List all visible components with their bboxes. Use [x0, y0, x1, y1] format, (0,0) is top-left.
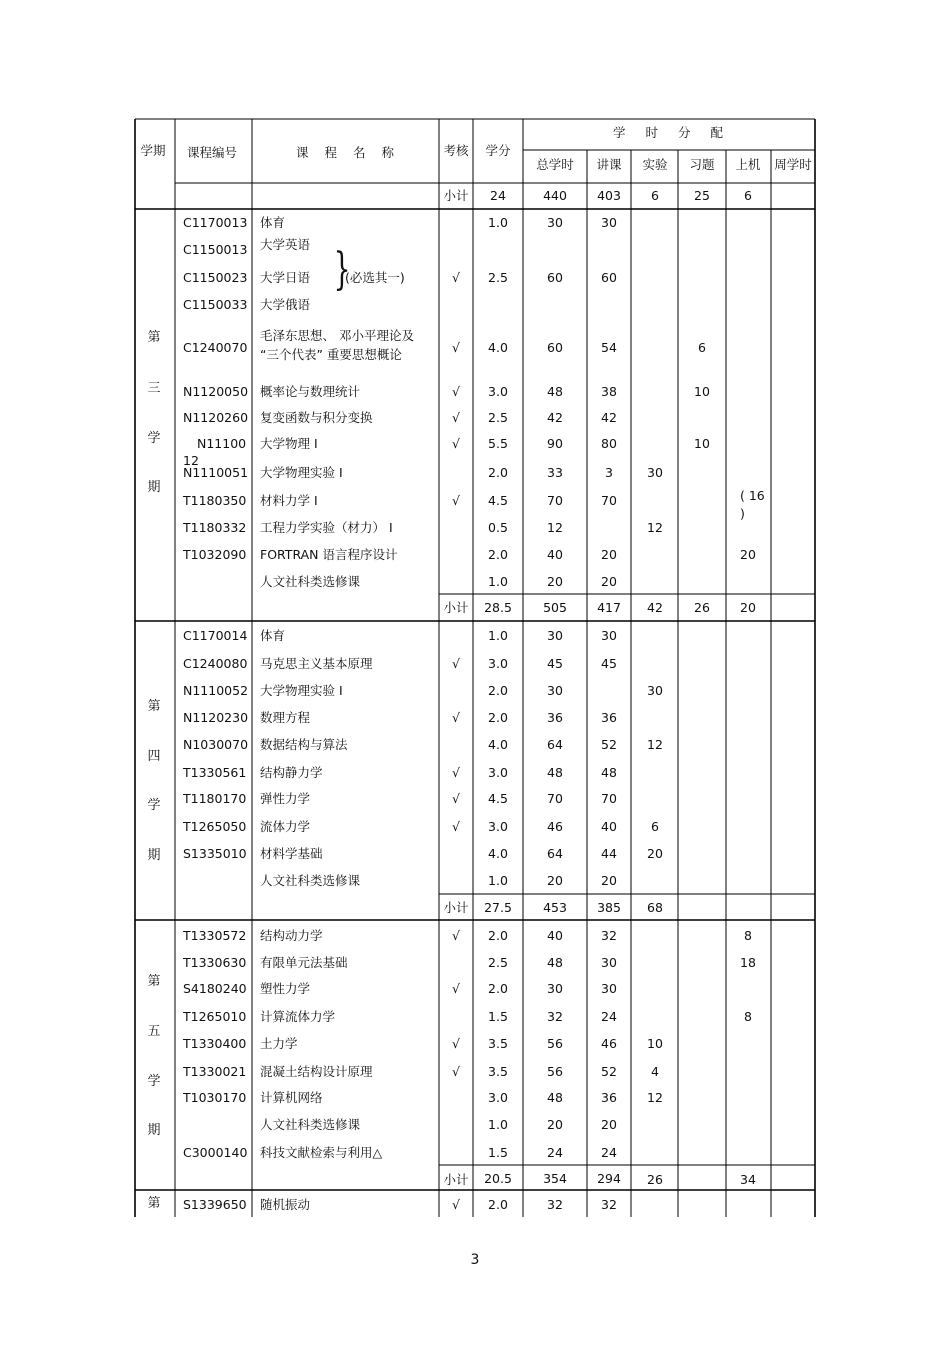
semester-label: 四: [147, 749, 161, 764]
course-credit: 2.5: [488, 410, 508, 425]
subtotal-lecture: 385: [597, 900, 621, 915]
course-code: T1330021: [183, 1064, 247, 1079]
course-name: 大学物理 Ⅰ: [260, 436, 318, 451]
course-code: S1335010: [183, 846, 247, 861]
subtotal-computer: 6: [744, 188, 752, 203]
course-code: 12: [183, 453, 199, 468]
course-total: 56: [547, 1064, 563, 1079]
course-lab: 12: [647, 1090, 663, 1105]
course-lecture: 20: [601, 574, 617, 589]
subtotal-total: 440: [543, 188, 567, 203]
course-lecture: 48: [601, 765, 617, 780]
subtotal-label: 小计: [443, 900, 469, 915]
course-total: 20: [547, 574, 563, 589]
course-credit: 3.0: [488, 819, 508, 834]
course-total: 70: [547, 791, 563, 806]
subtotal-exercise: 26: [694, 600, 710, 615]
curly-brace-icon: }: [333, 244, 351, 295]
course-credit: 4.0: [488, 846, 508, 861]
course-total: 45: [547, 656, 563, 671]
course-credit: 1.5: [488, 1145, 508, 1160]
course-code: C1150033: [183, 297, 248, 312]
elective-note: (必选其一): [345, 270, 405, 285]
course-credit: 1.0: [488, 873, 508, 888]
course-exercise: 10: [694, 436, 710, 451]
header-exam: 考核: [443, 143, 469, 158]
course-credit: 2.0: [488, 1197, 508, 1212]
semester-label: 期: [147, 480, 161, 495]
course-name: 人文社科类选修课: [260, 873, 361, 888]
course-name: 混凝土结构设计原理: [260, 1064, 373, 1079]
course-code: T1330561: [183, 765, 247, 780]
course-code: T1180350: [183, 493, 247, 508]
course-name: “三个代表” 重要思想概论: [260, 347, 402, 362]
course-lecture: 24: [601, 1145, 617, 1160]
course-name: 大学日语: [260, 270, 311, 285]
semester-label: 期: [147, 848, 161, 863]
course-credit: 2.5: [488, 270, 508, 285]
course-credit: 1.0: [488, 1117, 508, 1132]
course-credit: 3.5: [488, 1036, 508, 1051]
course-total: 20: [547, 873, 563, 888]
course-lecture: 20: [601, 1117, 617, 1132]
course-code: T1265010: [183, 1009, 247, 1024]
course-code: T1180170: [183, 791, 247, 806]
course-code: N1110052: [183, 683, 249, 698]
course-lecture: 30: [601, 955, 617, 970]
course-credit: 1.0: [488, 215, 508, 230]
course-lecture: 46: [601, 1036, 617, 1051]
subtotal-credit: 24: [490, 188, 506, 203]
course-name: 人文社科类选修课: [260, 574, 361, 589]
course-code: T1030170: [183, 1090, 247, 1105]
exam-mark: √: [452, 791, 460, 806]
course-code: N11100: [197, 436, 247, 451]
exam-mark: √: [452, 765, 460, 780]
course-code: T1032090: [183, 547, 247, 562]
course-name: 数理方程: [260, 710, 311, 725]
course-credit: 4.5: [488, 493, 508, 508]
header-semester: 学期: [140, 143, 166, 158]
course-code: C3000140: [183, 1145, 248, 1160]
exam-mark: √: [452, 710, 460, 725]
course-lecture: 30: [601, 628, 617, 643]
course-lecture: 30: [601, 981, 617, 996]
course-code: T1330630: [183, 955, 247, 970]
course-total: 33: [547, 465, 563, 480]
subtotal-lab: 68: [647, 900, 663, 915]
course-total: 48: [547, 1090, 563, 1105]
course-code: T1265050: [183, 819, 247, 834]
course-total: 64: [547, 846, 563, 861]
course-code: C1150023: [183, 270, 248, 285]
header-lecture: 讲课: [596, 157, 622, 172]
semester-label: 期: [147, 1123, 161, 1138]
course-lecture: 44: [601, 846, 617, 861]
course-lecture: 36: [601, 710, 617, 725]
course-lecture: 36: [601, 1090, 617, 1105]
course-computer: 18: [740, 955, 756, 970]
course-lab: 30: [647, 465, 663, 480]
course-lecture: 38: [601, 384, 617, 399]
course-name: 体育: [260, 215, 286, 230]
subtotal-label: 小计: [443, 600, 469, 615]
course-lecture: 32: [601, 928, 617, 943]
page-number: 3: [470, 1252, 480, 1268]
subtotal-lab: 26: [647, 1172, 663, 1187]
exam-mark: √: [452, 410, 460, 425]
course-total: 64: [547, 737, 563, 752]
course-lab: 10: [647, 1036, 663, 1051]
course-computer: 8: [744, 928, 752, 943]
subtotal-label: 小计: [443, 188, 469, 203]
course-code: S4180240: [183, 981, 247, 996]
course-total: 30: [547, 981, 563, 996]
course-code: N1120050: [183, 384, 249, 399]
course-lab: 30: [647, 683, 663, 698]
course-total: 48: [547, 955, 563, 970]
course-name: 计算机网络: [260, 1090, 323, 1105]
course-total: 30: [547, 215, 563, 230]
subtotal-credit: 20.5: [484, 1171, 512, 1186]
course-credit: 2.0: [488, 683, 508, 698]
course-name: 马克思主义基本原理: [260, 656, 373, 671]
exam-mark: √: [452, 493, 460, 508]
semester-label: 第: [147, 1196, 161, 1211]
course-name: 复变函数与积分变换: [260, 410, 373, 425]
course-credit: 2.5: [488, 955, 508, 970]
exam-mark: √: [452, 928, 460, 943]
course-credit: 1.5: [488, 1009, 508, 1024]
header-distribution: 学 时 分 配: [613, 125, 723, 140]
exam-mark: √: [452, 819, 460, 834]
exam-mark: √: [452, 436, 460, 451]
course-lecture: 54: [601, 340, 617, 355]
course-code: N1120260: [183, 410, 249, 425]
course-lecture: 60: [601, 270, 617, 285]
header-total: 总学时: [536, 157, 574, 172]
exam-mark: √: [452, 384, 460, 399]
semester-label: 第: [147, 974, 161, 989]
course-code: S1339650: [183, 1197, 247, 1212]
course-name: 有限单元法基础: [260, 955, 348, 970]
exam-mark: √: [452, 1197, 460, 1212]
subtotal-total: 505: [543, 600, 567, 615]
course-total: 30: [547, 683, 563, 698]
subtotal-computer: 34: [740, 1172, 756, 1187]
course-credit: 0.5: [488, 520, 508, 535]
course-lab: 4: [651, 1064, 659, 1079]
course-name: 大学物理实验 Ⅰ: [260, 683, 343, 698]
course-name: 土力学: [260, 1036, 298, 1051]
subtotal-lab: 42: [647, 600, 663, 615]
course-total: 90: [547, 436, 563, 451]
course-name: 大学英语: [260, 237, 311, 252]
course-code: T1330400: [183, 1036, 247, 1051]
exam-mark: √: [452, 270, 460, 285]
header-computer: 上机: [735, 157, 761, 172]
subtotal-total: 354: [543, 1171, 567, 1186]
course-name: FORTRAN 语言程序设计: [260, 547, 398, 562]
course-lecture: 52: [601, 737, 617, 752]
course-lab: 20: [647, 846, 663, 861]
course-lecture: 20: [601, 547, 617, 562]
course-total: 32: [547, 1197, 563, 1212]
semester-label: 三: [147, 381, 161, 396]
semester-label: 五: [147, 1024, 161, 1039]
course-name: 人文社科类选修课: [260, 1117, 361, 1132]
exam-mark: √: [452, 340, 460, 355]
course-total: 32: [547, 1009, 563, 1024]
course-exercise: 6: [698, 340, 706, 355]
header-credit: 学分: [485, 143, 511, 158]
course-name: 计算流体力学: [260, 1009, 336, 1024]
header-lab: 实验: [642, 157, 668, 172]
course-credit: 3.5: [488, 1064, 508, 1079]
course-name: 随机振动: [260, 1197, 311, 1212]
course-lecture: 3: [605, 465, 613, 480]
course-credit: 2.0: [488, 981, 508, 996]
course-credit: 4.0: [488, 737, 508, 752]
course-name: 科技文献检索与利用△: [260, 1145, 383, 1160]
semester-label: 学: [147, 1074, 161, 1089]
course-code: C1170014: [183, 628, 248, 643]
course-total: 24: [547, 1145, 563, 1160]
course-lecture: 32: [601, 1197, 617, 1212]
course-exercise: 10: [694, 384, 710, 399]
course-lecture: 20: [601, 873, 617, 888]
course-computer: ): [740, 506, 745, 521]
course-name: 结构静力学: [260, 765, 323, 780]
course-credit: 2.0: [488, 710, 508, 725]
course-credit: 1.0: [488, 574, 508, 589]
course-name: 塑性力学: [260, 981, 311, 996]
course-name: 数据结构与算法: [260, 737, 348, 752]
subtotal-label: 小计: [443, 1172, 469, 1187]
course-lab: 12: [647, 737, 663, 752]
course-credit: 4.5: [488, 791, 508, 806]
course-total: 30: [547, 628, 563, 643]
course-total: 56: [547, 1036, 563, 1051]
course-credit: 2.0: [488, 547, 508, 562]
course-lecture: 45: [601, 656, 617, 671]
course-total: 60: [547, 270, 563, 285]
course-name: 材料学基础: [260, 846, 323, 861]
course-computer: 8: [744, 1009, 752, 1024]
exam-mark: √: [452, 1036, 460, 1051]
course-credit: 3.0: [488, 765, 508, 780]
course-code: N1030070: [183, 737, 249, 752]
course-lecture: 52: [601, 1064, 617, 1079]
course-lecture: 30: [601, 215, 617, 230]
subtotal-lab: 6: [651, 188, 659, 203]
course-lecture: 40: [601, 819, 617, 834]
semester-label: 学: [147, 798, 161, 813]
course-name: 弹性力学: [260, 791, 311, 806]
exam-mark: √: [452, 656, 460, 671]
course-total: 48: [547, 384, 563, 399]
semester-label: 第: [147, 330, 161, 345]
subtotal-credit: 27.5: [484, 900, 512, 915]
course-total: 70: [547, 493, 563, 508]
course-lab: 12: [647, 520, 663, 535]
course-name: 体育: [260, 628, 286, 643]
course-total: 36: [547, 710, 563, 725]
course-code: N1120230: [183, 710, 249, 725]
course-code: C1240070: [183, 340, 248, 355]
course-credit: 3.0: [488, 1090, 508, 1105]
course-lecture: 70: [601, 791, 617, 806]
course-credit: 2.0: [488, 928, 508, 943]
subtotal-lecture: 417: [597, 600, 621, 615]
course-total: 12: [547, 520, 563, 535]
course-lecture: 42: [601, 410, 617, 425]
course-code: T1180332: [183, 520, 247, 535]
course-credit: 1.0: [488, 628, 508, 643]
course-total: 40: [547, 547, 563, 562]
course-total: 60: [547, 340, 563, 355]
course-lecture: 70: [601, 493, 617, 508]
header-name: 课 程 名 称: [296, 145, 394, 160]
subtotal-total: 453: [543, 900, 567, 915]
course-computer: 20: [740, 547, 756, 562]
course-name: 材料力学 Ⅰ: [260, 493, 318, 508]
course-name: 概率论与数理统计: [260, 384, 361, 399]
course-code: C1240080: [183, 656, 248, 671]
semester-label: 学: [147, 431, 161, 446]
subtotal-lecture: 294: [597, 1171, 621, 1186]
course-name: 工程力学实验（材力） Ⅰ: [260, 520, 393, 535]
course-credit: 5.5: [488, 436, 508, 451]
course-code: T1330572: [183, 928, 247, 943]
subtotal-lecture: 403: [597, 188, 621, 203]
semester-label: 第: [147, 699, 161, 714]
course-credit: 4.0: [488, 340, 508, 355]
course-name: 大学俄语: [260, 297, 311, 312]
course-total: 20: [547, 1117, 563, 1132]
course-lecture: 24: [601, 1009, 617, 1024]
exam-mark: √: [452, 1064, 460, 1079]
course-total: 40: [547, 928, 563, 943]
course-credit: 2.0: [488, 465, 508, 480]
exam-mark: √: [452, 981, 460, 996]
subtotal-computer: 20: [740, 600, 756, 615]
course-credit: 3.0: [488, 384, 508, 399]
course-total: 46: [547, 819, 563, 834]
course-lecture: 80: [601, 436, 617, 451]
course-lab: 6: [651, 819, 659, 834]
course-total: 42: [547, 410, 563, 425]
header-weekly: 周学时: [774, 157, 812, 172]
subtotal-exercise: 25: [694, 188, 710, 203]
course-code: C1150013: [183, 242, 248, 257]
course-name: 毛泽东思想、 邓小平理论及: [260, 328, 414, 343]
course-name: 结构动力学: [260, 928, 323, 943]
header-code: 课程编号: [186, 145, 238, 160]
course-computer: ( 16: [740, 488, 765, 503]
header-exercise: 习题: [689, 157, 715, 172]
course-name: 流体力学: [260, 819, 311, 834]
course-code: N1110051: [183, 465, 249, 480]
course-name: 大学物理实验 Ⅰ: [260, 465, 343, 480]
subtotal-credit: 28.5: [484, 600, 512, 615]
course-code: C1170013: [183, 215, 248, 230]
course-credit: 3.0: [488, 656, 508, 671]
course-total: 48: [547, 765, 563, 780]
